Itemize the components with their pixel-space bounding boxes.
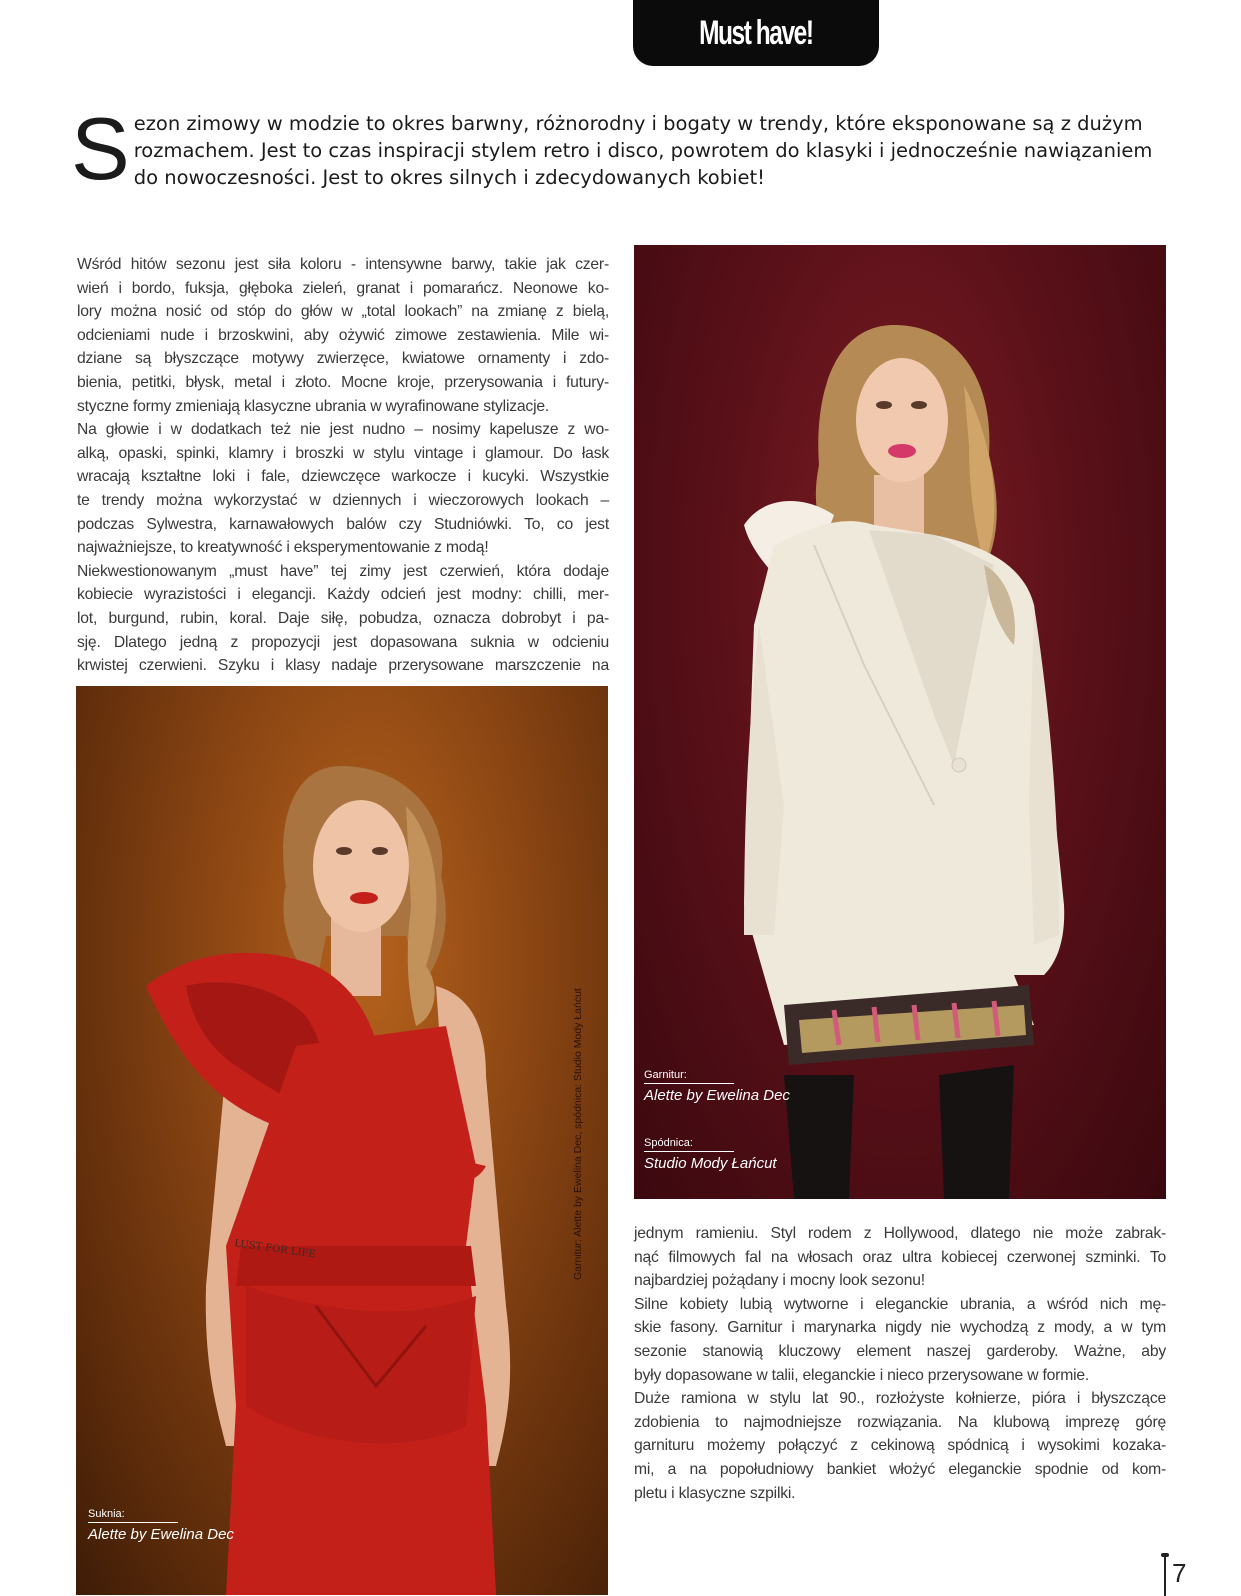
- body-column-left: [77, 253, 609, 678]
- drop-cap: S: [71, 99, 130, 198]
- text-line: Duże ramiona w stylu lat 90., rozłożyste kołnierze, pióra i błyszczące: [634, 1390, 1166, 1408]
- text-line: krwistej czerwieni. Szyku i klasy nadaje przerysowane marszczenie na: [77, 657, 609, 675]
- text-line: dziane są błyszczące motywy zwierzęce, kwiatowe ornamenty i zdo-: [77, 350, 609, 368]
- text-line: zdobienia to najmodniejsze rozwiązania. Na klubową imprezę górę: [634, 1413, 1166, 1431]
- white-blazer-illustration: [634, 245, 1166, 1199]
- text-line: sję. Dlatego jedną z propozycji jest dopasowana suknia w odcieniu: [77, 633, 609, 651]
- text-line: wień i bordo, fuksja, głęboka zieleń, granat i pomarańcz. Neonowe ko-: [77, 279, 609, 297]
- text-line: Silne kobiety lubią wytworne i eleganckie ubrania, a wśród nich mę-: [634, 1295, 1166, 1313]
- tattoo-text: LUST FOR LIFE: [233, 1238, 317, 1261]
- page-number: [1164, 1550, 1186, 1596]
- text-line: odcieniami nude i brzoskwini, aby ożywić zimowe zestawienia. Mile wi-: [77, 326, 609, 344]
- section-tab: [633, 0, 879, 66]
- caption-value: Studio Mody Łańcut: [644, 1155, 777, 1172]
- text-line: kobiecie wyrazistości i elegancji. Każdy odcień jest modny: chilli, mer-: [77, 586, 609, 604]
- lead-line: ezon zimowy w modzie to okres barwny, różnorodny i bogaty w trendy, które eksponowane są z dużym: [133, 112, 1143, 135]
- text-line: pletu i klasyczne szpilki.: [634, 1484, 796, 1502]
- caption-label: Spódnica:: [644, 1137, 734, 1152]
- lead-line: do nowoczesności. Jest to okres silnych i zdecydowanych kobiet!: [133, 166, 765, 189]
- caption-blazer: [644, 1065, 790, 1104]
- text-line: styczne formy zmieniają klasyczne ubrania w wyrafinowane stylizacje.: [77, 397, 550, 415]
- text-line: nąć filmowych fal na włosach oraz ultra kobiecej czerwonej szminki. To: [634, 1248, 1166, 1266]
- text-line: jednym ramieniu. Styl rodem z Hollywood, dlatego nie może zabrak-: [634, 1225, 1166, 1242]
- text-line: te trendy można wykorzystać w dziennych i wieczorowych lookach –: [77, 491, 609, 509]
- section-tab-label: Must have!: [699, 13, 813, 52]
- text-line: sezonie stanowią kluczowy element naszej garderoby. Ważne, aby: [634, 1342, 1166, 1360]
- text-line: wracają kształtne loki i fale, dziewczęce warkocze i kucyki. Wszystkie: [77, 468, 609, 486]
- text-line: bienia, petitki, błysk, metal i złoto. Mocne kroje, przerysowania i futury-: [77, 373, 609, 391]
- text-line: skie fasony. Garnitur i marynarka nigdy nie wychodzą z mody, a w tym: [634, 1319, 1166, 1337]
- caption-dress: [88, 1504, 234, 1543]
- photo-white-blazer: [634, 245, 1166, 1199]
- text-line: alką, opaski, spinki, klamry i broszki w stylu vintage i glamour. Do łask: [77, 444, 609, 462]
- page-number-value: 7: [1172, 1557, 1187, 1588]
- red-dress-illustration: [76, 686, 608, 1595]
- caption-label: Garnitur:: [644, 1069, 734, 1084]
- text-line: lot, burgund, rubin, koral. Daje siłę, pobudza, oznacza dobrobyt i pa-: [77, 609, 609, 627]
- text-line: mi, a na popołudniowy bankiet włożyć eleganckie spodnie od kom-: [634, 1460, 1166, 1478]
- text-line: Wśród hitów sezonu jest siła koloru - intensywne barwy, takie jak czer-: [77, 256, 609, 273]
- text-line: najważniejsze, to kreatywność i eksperymentowanie z modą!: [77, 539, 489, 557]
- caption-skirt: [644, 1133, 777, 1172]
- text-line: Niekwestionowanym „must have” tej zimy jest czerwień, która dodaje: [77, 562, 609, 580]
- photo-red-dress: [76, 686, 608, 1595]
- caption-value: Alette by Ewelina Dec: [644, 1087, 790, 1104]
- lead-line: rozmachem. Jest to czas inspiracji stylem retro i disco, powrotem do klasyki i jednocześnie nawiązaniem: [133, 139, 1153, 162]
- page-number-divider: [1164, 1556, 1166, 1596]
- text-line: podczas Sylwestra, karnawałowych balów czy Studniówki. To, co jest: [77, 515, 609, 533]
- lead-paragraph: [71, 99, 1163, 198]
- body-column-right: [634, 1222, 1166, 1505]
- caption-label: Suknia:: [88, 1508, 178, 1523]
- text-line: były dopasowane w talii, eleganckie i nieco przerysowane w formie.: [634, 1366, 1090, 1384]
- text-line: najbardziej pożądany i mocny look sezonu!: [634, 1272, 925, 1290]
- photo-credit-vertical: Garnitur: Alette by Ewelina Dec, spódnica: Studio Mody Łańcut: [572, 988, 584, 1280]
- text-line: garnituru możemy połączyć z cekinową spódnicą i wysokimi kozaka-: [634, 1437, 1166, 1455]
- caption-value: Alette by Ewelina Dec: [88, 1526, 234, 1543]
- text-line: Na głowie i w dodatkach też nie jest nudno – nosimy kapelusze z wo-: [77, 421, 609, 439]
- text-line: lory można nosić od stóp do głów w „total lookach” na zmianę z bielą,: [77, 303, 609, 321]
